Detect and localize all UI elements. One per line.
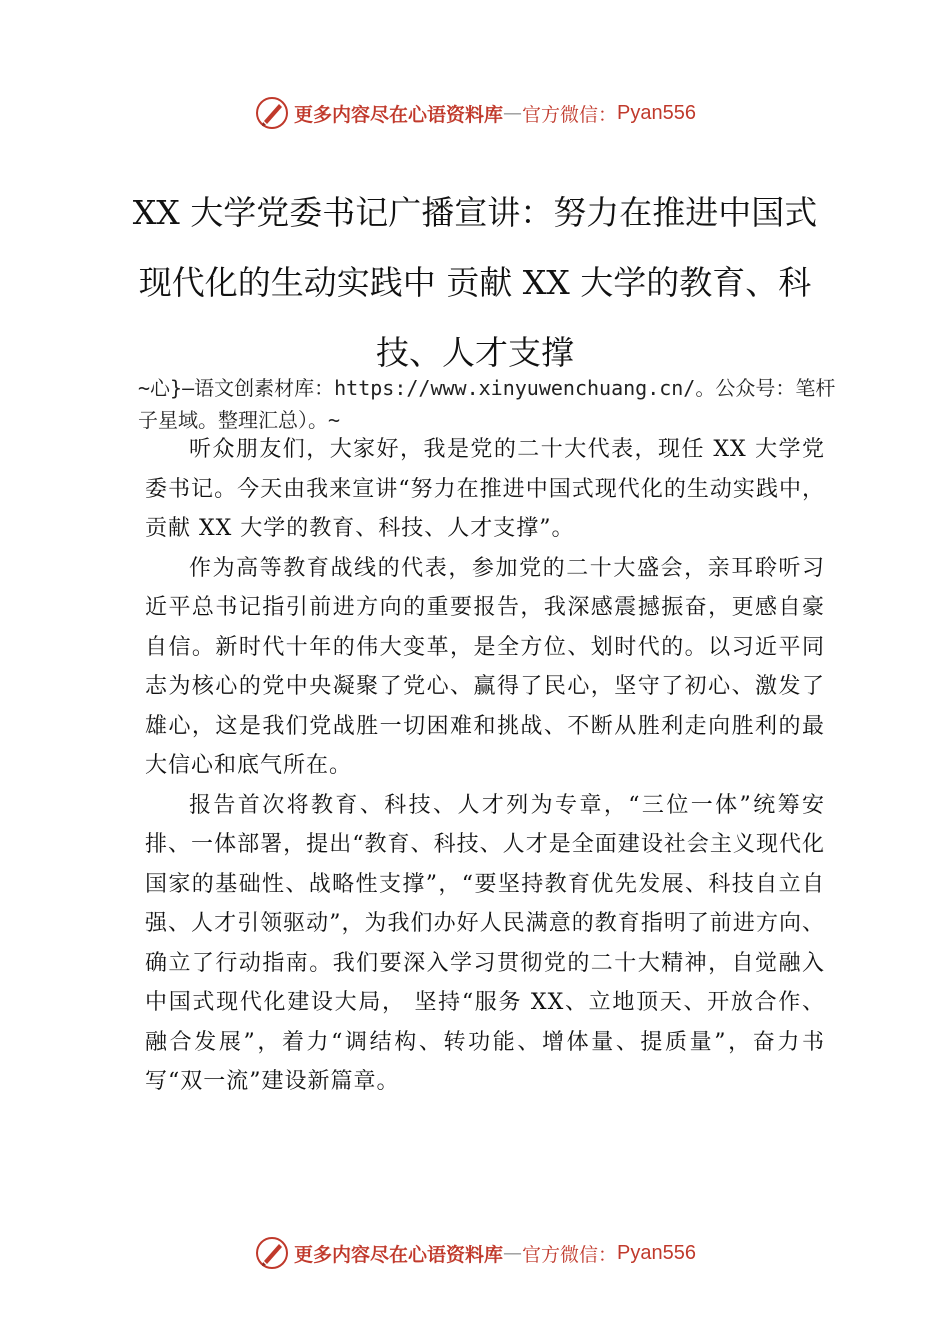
paragraph: 报告首次将教育、科技、人才列为专章，“三位一体”统筹安排、一体部署，提出“教育、科技、人才是全面建设社会主义现代化国家的基础性、战略性支撑”，“要坚持教育优先发展、科技自立自强、人才引领驱动”，为我们办好人民满意的教育指明了前进方向、确立了行动指南。我们要深入学习贯彻党的二十大精神，自觉融入中国式现代化建设大局， 坚持“服务 XX、立地顶天、开放合作、融合发展”，着力“调结构、转功能、增体量、提质量”，奋力书写“双一流”建设新篇章。 — [145, 792, 825, 1094]
watermark-wechat-label: 官方微信： — [522, 1243, 618, 1266]
header-watermark — [0, 93, 950, 133]
paragraph: 听众朋友们，大家好，我是党的二十大代表，现任 XX 大学党委书记。今天由我来宣讲“努力在推进中国式现代化的生动实践中，贡献 XX 大学的教育、科技、人才支撑”。 — [145, 437, 825, 541]
paragraph: 作为高等教育战线的代表，参加党的二十大盛会，亲耳聆听习近平总书记指引前进方向的重要报告，我深感震撼振奋，更感自豪自信。新时代十年的伟大变革，是全方位、划时代的。以习近平同志为核心的党中央凝聚了党心、赢得了民心，坚守了初心、激发了雄心，这是我们党战胜一切困难和挑战、不断从胜利走向胜利的最大信心和底气所在。 — [145, 555, 825, 778]
document-title: XX 大学党委书记广播宣讲：努力在推进中国式现代化的生动实践中 贡献 XX 大学的教育、科技、人才支撑 — [132, 193, 818, 372]
footer-watermark — [0, 1233, 950, 1273]
watermark-main-text: 更多内容尽在心语资料库 — [294, 1243, 504, 1266]
logo-icon — [254, 1235, 290, 1271]
source-note: ~心}—语文创素材库：https://www.xinyuwenchuang.cn/。公众号：笔杆子星域。整理汇总）。~ — [138, 376, 836, 432]
watermark-separator: — — [503, 1242, 523, 1264]
watermark-wechat-id: Pyan556 — [617, 1241, 696, 1264]
watermark-wechat-id: Pyan556 — [617, 101, 696, 124]
watermark-wechat-label: 官方微信： — [522, 103, 618, 126]
logo-icon — [254, 95, 290, 131]
watermark-separator: — — [503, 102, 523, 124]
watermark-main-text: 更多内容尽在心语资料库 — [294, 103, 504, 126]
document-body — [145, 430, 825, 1102]
